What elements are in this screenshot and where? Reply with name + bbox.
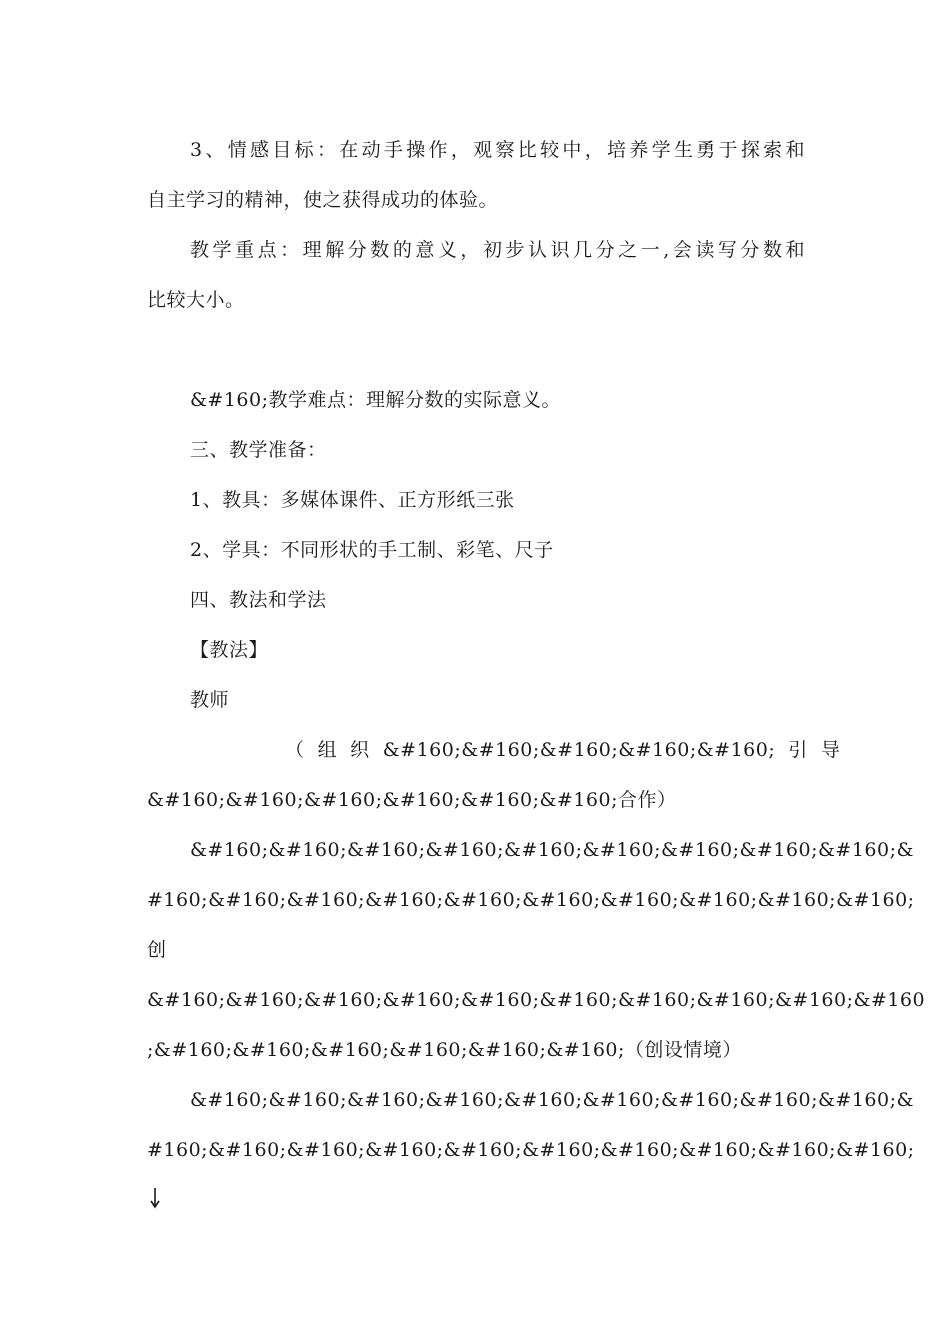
text-line-nbsp-run-5: #160;&#160;&#160;&#160;&#160;&#160;&#160;&#160;&#160;&#160; <box>147 1139 915 1161</box>
text-line-nbsp-run-2: #160;&#160;&#160;&#160;&#160;&#160;&#160;&#160;&#160;&#160; <box>147 889 915 911</box>
text-line-nbsp-run-1: &#160;&#160;&#160;&#160;&#160;&#160;&#160;&#160;&#160;& <box>190 839 914 861</box>
text-line-create: 创 <box>147 939 167 961</box>
text-line-nbsp-run-4: &#160;&#160;&#160;&#160;&#160;&#160;&#160;&#160;&#160;& <box>190 1089 914 1111</box>
text-line-key-points: 教学重点：理解分数的意义，初步认识几分之一,会读写分数和 <box>190 239 805 261</box>
text-line-learning-aids: 2、学具：不同形状的手工制、彩笔、尺子 <box>190 539 554 561</box>
text-line-emotion-goal-cont: 自主学习的精神，使之获得成功的体验。 <box>147 189 499 211</box>
text-line-section-preparation: 三、教学准备： <box>190 439 327 461</box>
text-line-cooperate: &#160;&#160;&#160;&#160;&#160;&#160;合作） <box>147 789 677 811</box>
text-line-nbsp-run-3: &#160;&#160;&#160;&#160;&#160;&#160;&#160;&#160;&#160;&#160 <box>147 989 926 1011</box>
text-line-emotion-goal: 3、情感目标：在动手操作，观察比较中，培养学生勇于探索和 <box>190 139 805 161</box>
text-line-difficulty: &#160;教学难点：理解分数的实际意义。 <box>190 389 561 411</box>
text-line-teaching-aids: 1、教具：多媒体课件、正方形纸三张 <box>190 489 515 511</box>
text-line-organize-guide: （ 组 织 &#160;&#160;&#160;&#160;&#160; 引 导 <box>285 739 841 761</box>
text-line-create-situation: ;&#160;&#160;&#160;&#160;&#160;&#160;（创设情境） <box>147 1039 742 1061</box>
down-arrow-icon <box>147 1186 163 1210</box>
text-line-section-methods: 四、教法和学法 <box>190 589 327 611</box>
text-line-teacher: 教师 <box>190 689 230 711</box>
text-line-teaching-method-heading: 【教法】 <box>190 639 269 661</box>
text-line-key-points-cont: 比较大小。 <box>147 289 245 311</box>
